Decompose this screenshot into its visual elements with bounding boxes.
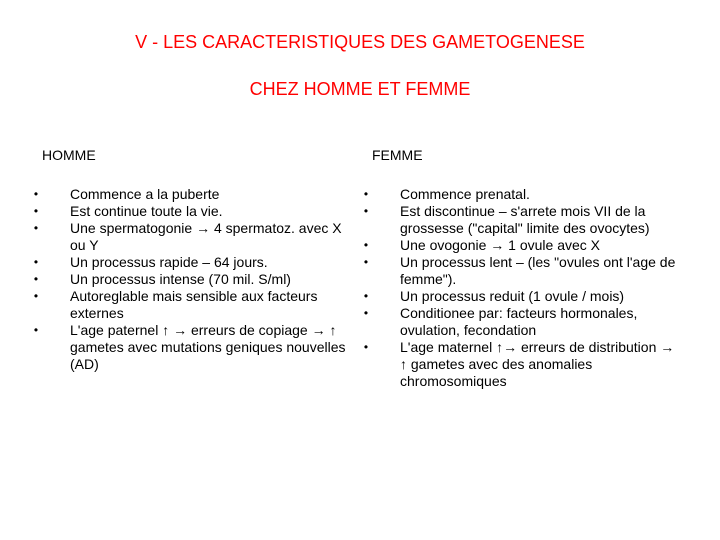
list-item-text: Autoreglable mais sensible aux facteurs externes <box>70 288 318 321</box>
list-item <box>30 322 350 373</box>
list-item <box>360 288 680 305</box>
list-item-text: Est discontinue – s'arrete mois VII de la grossesse ("capital" limite des ovocytes) <box>400 203 650 236</box>
list-item-text: Commence prenatal. <box>400 186 530 202</box>
bullet-icon: • <box>363 340 369 354</box>
list-item-text: Une ovogonie → 1 ovule avec X <box>400 237 601 253</box>
list-item <box>360 203 680 237</box>
list-item-text: Est continue toute la vie. <box>70 203 223 219</box>
list-item-text: Un processus intense (70 mil. S/ml) <box>70 271 291 287</box>
list-item <box>30 288 350 322</box>
bullet-icon: • <box>33 187 39 201</box>
femme-header: FEMME <box>372 147 423 163</box>
bullet-icon: • <box>33 204 39 218</box>
list-item <box>360 305 680 339</box>
bullet-icon: • <box>363 204 369 218</box>
bullet-icon: • <box>363 187 369 201</box>
list-item <box>30 220 350 254</box>
homme-header: HOMME <box>42 147 96 163</box>
bullet-icon: • <box>363 238 369 252</box>
list-item <box>30 254 350 271</box>
bullet-icon: • <box>33 289 39 303</box>
bullet-icon: • <box>33 255 39 269</box>
bullet-icon: • <box>363 289 369 303</box>
homme-bullet-list <box>30 186 350 373</box>
slide-subtitle: CHEZ HOMME ET FEMME <box>249 79 471 99</box>
list-item-text: Un processus rapide – 64 jours. <box>70 254 268 270</box>
bullet-icon: • <box>33 221 39 235</box>
bullet-icon: • <box>363 255 369 269</box>
list-item <box>30 186 350 203</box>
bullet-icon: • <box>363 306 369 320</box>
list-item <box>360 237 680 254</box>
list-item-text: Un processus reduit (1 ovule / mois) <box>400 288 625 304</box>
list-item-text: L'age maternel ↑→ erreurs de distribution → ↑ gametes avec des anomalies chromosomiques <box>400 339 675 389</box>
slide-title: V - LES CARACTERISTIQUES DES GAMETOGENESE <box>135 32 585 52</box>
bullet-icon: • <box>33 272 39 286</box>
list-item <box>30 271 350 288</box>
list-item-text: Commence a la puberte <box>70 186 220 202</box>
list-item <box>30 203 350 220</box>
list-item-text: Un processus lent – (les "ovules ont l'age de femme"). <box>400 254 676 287</box>
list-item <box>360 254 680 288</box>
list-item-text: Une spermatogonie → 4 spermatoz. avec X ou Y <box>70 220 342 253</box>
femme-bullet-list <box>360 186 680 390</box>
list-item-text: Conditionee par: facteurs hormonales, ovulation, fecondation <box>400 305 638 338</box>
bullet-icon: • <box>33 323 39 337</box>
list-item <box>360 186 680 203</box>
list-item <box>360 339 680 390</box>
list-item-text: L'age paternel ↑ → erreurs de copiage → ↑ gametes avec mutations geniques nouvelles (AD) <box>70 322 346 372</box>
